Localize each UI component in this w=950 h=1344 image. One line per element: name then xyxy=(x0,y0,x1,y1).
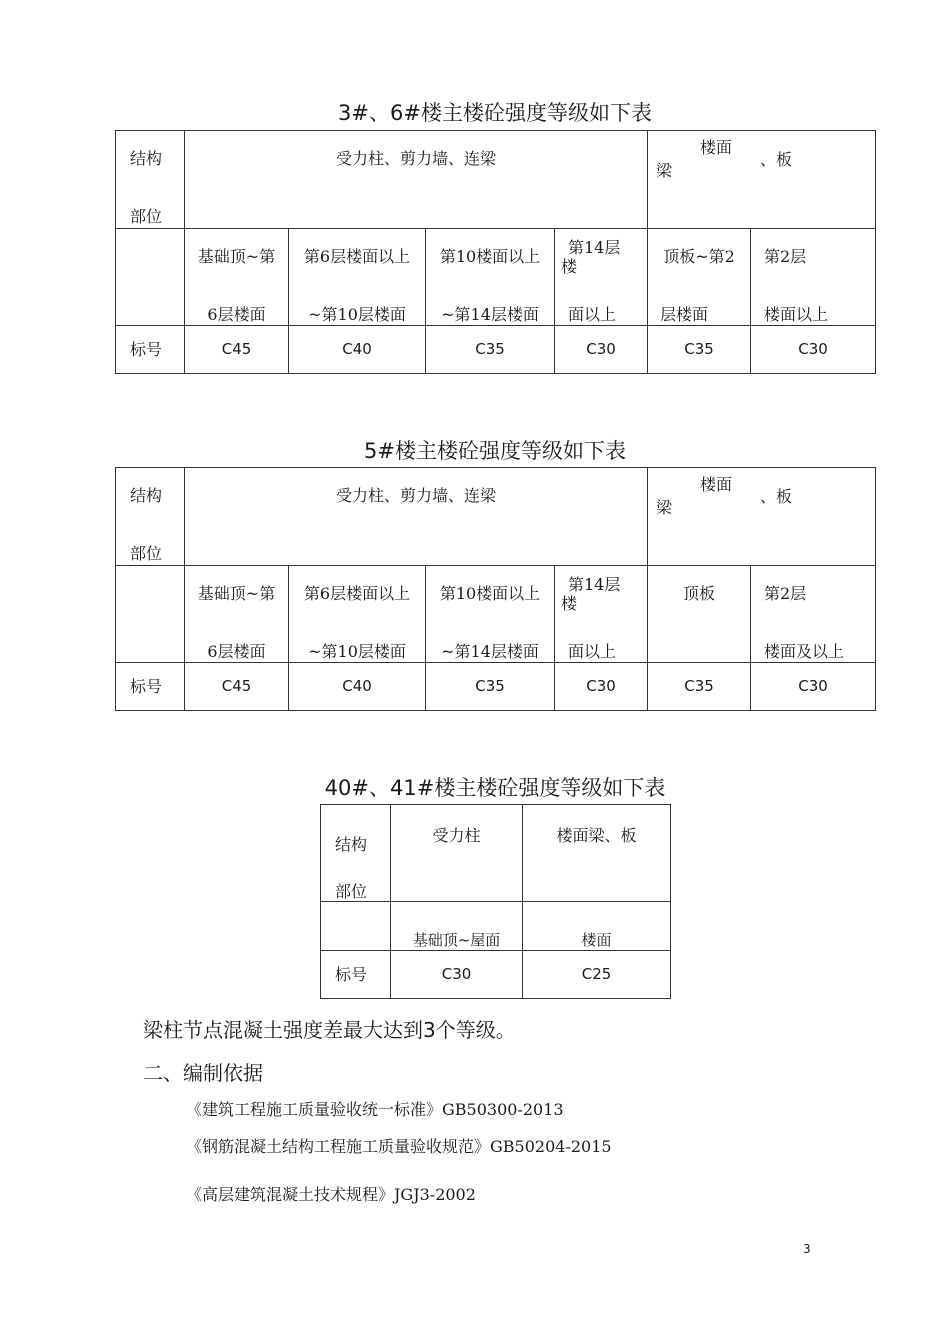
value-cell xyxy=(555,326,648,374)
col-header-line2: 6层楼面 xyxy=(207,642,266,661)
value-cell xyxy=(555,663,648,711)
col-header xyxy=(751,566,876,663)
col-header xyxy=(555,229,648,326)
col-header-line2: 面以上 xyxy=(568,642,617,661)
reference-item: 《钢筋混凝土结构工程施工质量验收规范》GB50204-2015 xyxy=(186,1137,612,1156)
strength-value: C45 xyxy=(221,677,252,695)
col-header-line2: 6层楼面 xyxy=(207,305,266,324)
group-header-b-right: 、板 xyxy=(760,150,793,169)
header-label-cell xyxy=(116,131,185,229)
col-header-line1: 第6层楼面以上 xyxy=(303,584,411,603)
col-header-line2: 楼面以上 xyxy=(764,305,829,324)
col-header-line2: 层楼面 xyxy=(660,305,709,324)
row-label-cell xyxy=(321,951,391,999)
col-header xyxy=(185,566,289,663)
col-header-line1: 第2层 xyxy=(764,247,807,266)
header-label-structure: 结构 xyxy=(335,835,368,854)
strength-value: C40 xyxy=(342,340,372,358)
strength-table-3-6 xyxy=(115,130,876,374)
strength-table-5 xyxy=(115,467,876,711)
header-label-cell xyxy=(116,468,185,566)
group-header-b xyxy=(523,805,671,902)
col-header-line2: ~第14层楼面 xyxy=(441,305,539,324)
group-header-b xyxy=(648,468,876,566)
col-header-line1: 顶板 xyxy=(682,584,716,603)
col-header-line1: 顶板~第2 xyxy=(663,247,735,266)
group-header-a xyxy=(391,805,523,902)
header-label-part: 部位 xyxy=(130,207,163,226)
col-header xyxy=(523,902,671,951)
strength-value: C30 xyxy=(798,340,828,358)
group-header-a xyxy=(185,468,648,566)
value-cell xyxy=(751,326,876,374)
group-header-a xyxy=(185,131,648,229)
col-header-line2: ~第14层楼面 xyxy=(441,642,539,661)
strength-value: C30 xyxy=(586,340,616,358)
header-label-part: 部位 xyxy=(335,882,368,901)
table-title: 40#、41#楼主楼砼强度等级如下表 xyxy=(324,776,666,800)
header-label-cell xyxy=(321,805,391,902)
row-label-cell xyxy=(116,663,185,711)
col-header-line2: 楼面 xyxy=(581,931,612,949)
value-cell xyxy=(648,326,751,374)
col-header xyxy=(751,229,876,326)
col-header xyxy=(648,566,751,663)
col-header-line1: 基础顶~第 xyxy=(197,584,276,603)
value-cell xyxy=(289,663,426,711)
reference-item: 《高层建筑混凝土技术规程》JGJ3-2002 xyxy=(186,1185,476,1204)
strength-value: C25 xyxy=(581,965,612,983)
strength-value: C30 xyxy=(798,677,828,695)
value-cell xyxy=(289,326,426,374)
group-header-a-label: 受力柱、剪力墙、连梁 xyxy=(335,149,497,168)
strength-value: C35 xyxy=(475,677,505,695)
group-header-b-top: 楼面 xyxy=(700,475,733,494)
col-header-line2: 楼面及以上 xyxy=(764,642,845,661)
col-header-line1: 第14层 xyxy=(568,238,621,257)
empty-cell xyxy=(116,229,185,326)
header-label-structure: 结构 xyxy=(130,149,163,168)
strength-value: C35 xyxy=(684,340,714,358)
value-cell xyxy=(426,326,555,374)
table-title: 5#楼主楼砼强度等级如下表 xyxy=(364,439,626,463)
row-label: 标号 xyxy=(335,965,368,984)
col-header xyxy=(289,566,426,663)
col-header-line1: 第10楼面以上 xyxy=(439,247,541,266)
col-header xyxy=(426,566,555,663)
col-header-line2: 面以上 xyxy=(568,305,617,324)
group-header-b-left: 梁 xyxy=(656,498,673,517)
value-cell xyxy=(523,951,671,999)
col-header xyxy=(289,229,426,326)
strength-value: C30 xyxy=(586,677,616,695)
group-header-b-top: 楼面 xyxy=(700,138,733,157)
col-header xyxy=(648,229,751,326)
value-cell xyxy=(185,326,289,374)
col-header-line1b: 楼 xyxy=(561,257,578,276)
group-header-b-right: 、板 xyxy=(760,487,793,506)
col-header-line2: ~第10层楼面 xyxy=(308,642,406,661)
empty-cell xyxy=(321,902,391,951)
col-header xyxy=(391,902,523,951)
col-header-line1: 第6层楼面以上 xyxy=(303,247,411,266)
value-cell xyxy=(751,663,876,711)
strength-value: C45 xyxy=(221,340,252,358)
col-header-line2: 基础顶~屋面 xyxy=(412,931,501,949)
col-header-line2: ~第10层楼面 xyxy=(308,305,406,324)
strength-value: C40 xyxy=(342,677,372,695)
reference-item: 《建筑工程施工质量验收统一标准》GB50300-2013 xyxy=(186,1100,564,1119)
col-header-line1b: 楼 xyxy=(561,594,578,613)
strength-table-40-41 xyxy=(320,804,671,999)
col-header xyxy=(426,229,555,326)
col-header-line1: 第2层 xyxy=(764,584,807,603)
value-cell xyxy=(648,663,751,711)
header-label-structure: 结构 xyxy=(130,486,163,505)
value-cell xyxy=(391,951,523,999)
col-header-line1: 第14层 xyxy=(568,575,621,594)
col-header xyxy=(185,229,289,326)
group-header-a-label: 受力柱、剪力墙、连梁 xyxy=(335,486,497,505)
group-header-a-label: 受力柱 xyxy=(432,826,481,845)
row-label: 标号 xyxy=(130,677,163,696)
group-header-b-label: 楼面梁、板 xyxy=(556,826,637,845)
paragraph: 梁柱节点混凝土强度差最大达到3个等级。 xyxy=(143,1018,516,1042)
strength-value: C30 xyxy=(441,965,472,983)
value-cell xyxy=(185,663,289,711)
col-header-line1: 第10楼面以上 xyxy=(439,584,541,603)
empty-cell xyxy=(116,566,185,663)
col-header-line1: 基础顶~第 xyxy=(197,247,276,266)
group-header-b xyxy=(648,131,876,229)
strength-value: C35 xyxy=(475,340,505,358)
page-number: 3 xyxy=(803,1242,811,1256)
section-heading: 二、编制依据 xyxy=(143,1061,263,1085)
row-label: 标号 xyxy=(130,340,163,359)
col-header xyxy=(555,566,648,663)
table-title: 3#、6#楼主楼砼强度等级如下表 xyxy=(338,101,652,125)
group-header-b-left: 梁 xyxy=(656,161,673,180)
value-cell xyxy=(426,663,555,711)
strength-value: C35 xyxy=(684,677,714,695)
header-label-part: 部位 xyxy=(130,544,163,563)
row-label-cell xyxy=(116,326,185,374)
